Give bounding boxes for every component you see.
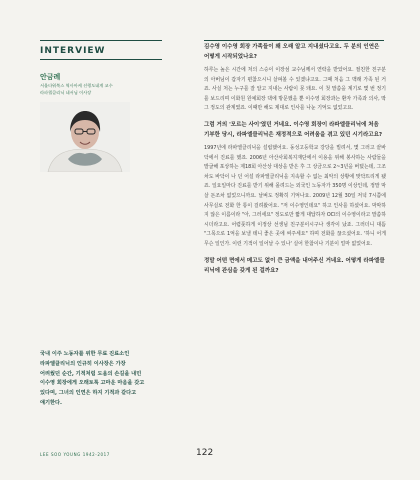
answer: 1997년에 라파엘클리닉을 설립했어요. 동성고등학교 강당을 빌려서, 몇 그러고 끝바닥에서 진료를 했죠. 2006년 아산사회복지재단에서 이용을 위해 봉사하는 사람들을 발굴해 포상하는 제18회 아산상 대상을 받은 후 그 상금으로 2~3년을 버텼는데, 그조차도 바닥이 나 던 어설 라파엘클리닉을 지속할 수 없는 최악의 상황에 맞닥뜨리게 됐죠. 일요일마다 진료를 받기 위해 몰려드는 외국인 노동자가 350명 이상인데, 정말 막 살 돈조차 없었으니까요. 날벼도 정확히 기억나요. 2009년 12월 30일 저녁 7시쯤에 사무실로 전화 한 통이 걸려왔어요. "저 이수영인데요" 하고 인사를 하셨어요. 막막하지 않은 이름이라 "아, 그러세요" 정도로만 짧게 대답하자 OCI의 이수영이라고 말씀하시더라고요. 어렴풋하게 이정상 선생님 친구분이시구나 생각이 났죠. 그러더니 대뜸 "그목으로 1억을 보낼 테니 좋은 곳에 써주세요" 하며 전화를 끊으셨어요. '하니 어게 무슨 일인가. 이런 기적이 일어날 수 있나' 실어 한참이나 기분이 얼마 없었어요. xyxy=(204,144,386,247)
heading-rule xyxy=(40,59,162,60)
top-rule-left xyxy=(40,40,162,41)
interview-column xyxy=(204,42,386,280)
question: 김수영 이수영 회장 가족들이 왜 오래 알고 지내셨다고요. 두 분의 인연은 어떻게 시작되었나요? xyxy=(204,44,380,60)
role-line: 서울타워북스 역사아케 선행도네계 교수 xyxy=(40,83,113,88)
pull-quote-line: 국내 이주 노동자를 위한 무료 진료소인 xyxy=(40,351,130,357)
pull-quote-line: 얘기한다. xyxy=(40,399,63,406)
top-rule-right xyxy=(204,40,384,41)
interviewee-role xyxy=(40,82,162,96)
pull-quote-line: 이수영 회장에게 오래토록 고마운 마음을 갖고 xyxy=(40,380,145,387)
role-line: 라파헬클리닉 네서님 이사장 xyxy=(40,90,92,95)
section-heading: INTERVIEW xyxy=(40,46,106,56)
question: 그럼 거의 '모르는 사이'였던 거네요. 이수영 회장이 라파엘클리닉에 처음 기부한 당시, 라파엘클리닉은 재정적으로 어려움을 겪고 있던 시기라고요? xyxy=(204,121,383,138)
interviewee-name: 안금례 xyxy=(40,73,61,81)
portrait-image xyxy=(40,102,130,172)
pull-quote-line: 있다며, 그녀의 인연은 하지 기적과 같다고 xyxy=(40,390,137,397)
portrait-photo xyxy=(40,102,130,172)
answer: 하루는 높은 시간에 처의 스승이 이장섬 교수님께서 연락을 받았어요. 절친한 친구분의 아버님이 갑자기 편찮으시니 살펴볼 수 있겠냐고요. 그때 처음 그 맥래 가족 된 거죠. 사실 처는 누구를 잘 알고 지내는 사람이 못 돼요. 이 첫 말씀을 계기로 몇 번 정기를 보드리며 이화원 원예회장 댁에 방문했을 뿐 이수영 회장과는 환자 가족과 의사, 딱 그 정도의 관계였죠. 이때만 해도 제대로 인사를 나눈 기억도 없었고요. xyxy=(204,67,386,112)
page-number: 122 xyxy=(196,448,214,458)
footer-title: LEE SOO YOUNG 1942-2017 xyxy=(40,452,110,457)
pull-quote xyxy=(40,350,162,409)
pull-quote-line: 라파엘클리닉의 인규히 이사장은 가장 xyxy=(40,360,126,367)
pull-quote-line: 어려웠던 순간, 기적처럼 도움의 손길을 내민 xyxy=(40,370,142,377)
question: 정말 어떤 면에서 메고도 없이 큰 금액을 내어주신 거네요. 어떻게 라파엘클리닉에 관심을 갖게 된 걸까요? xyxy=(204,257,385,274)
